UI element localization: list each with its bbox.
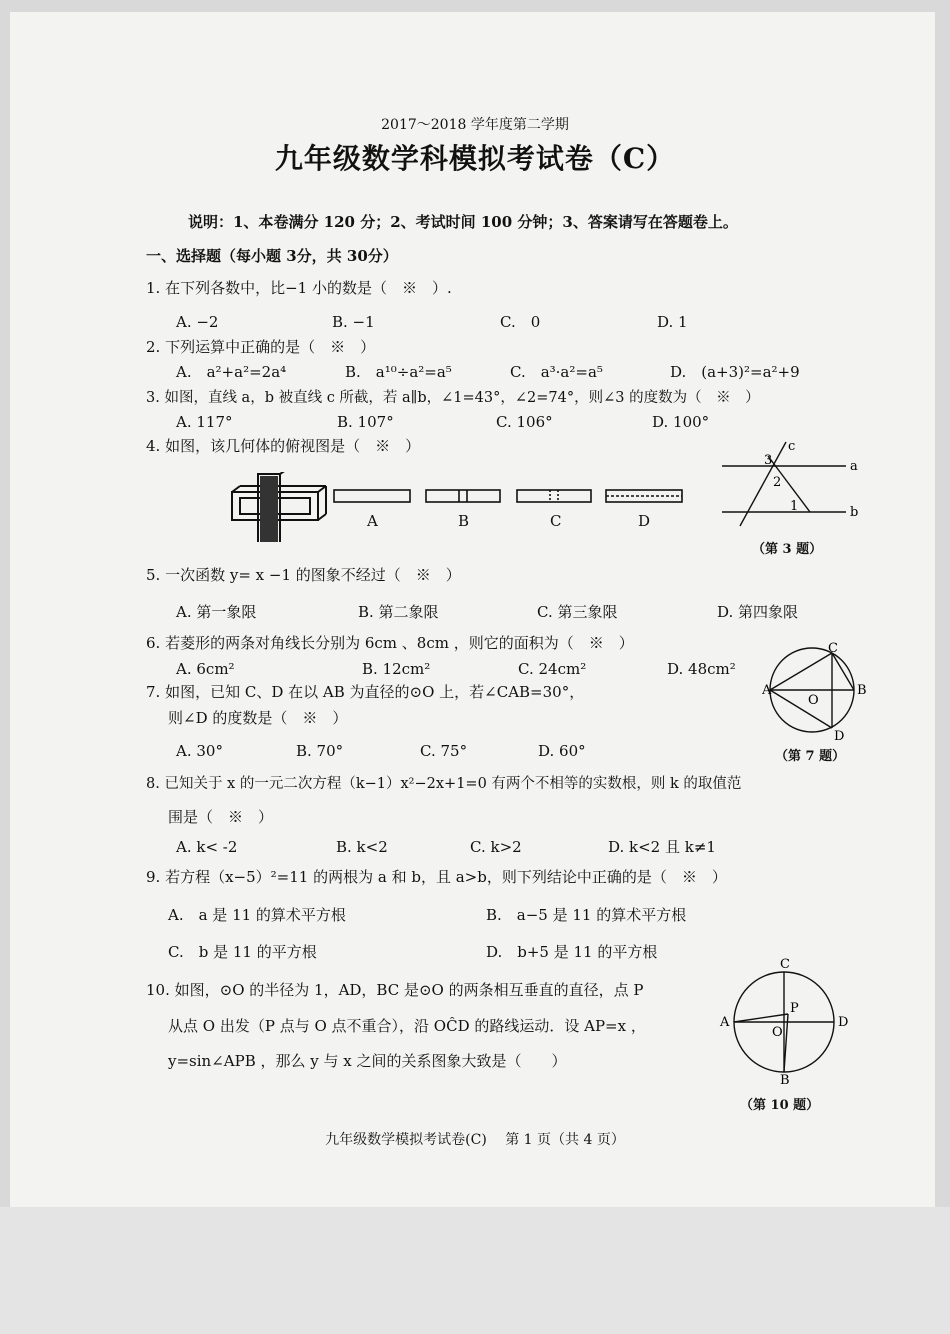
- q8-option-d: D. k<2 且 k≠1: [608, 838, 716, 856]
- fig10-label-a: A: [720, 1015, 730, 1030]
- q3-option-c: C. 106°: [496, 413, 553, 431]
- q7-stem-continued: 则∠D 的度数是（ ※ ）: [168, 709, 348, 727]
- fig3-diagram: [718, 440, 868, 530]
- q4-label-c: C: [550, 512, 562, 530]
- fig10-caption: （第 10 题）: [740, 1098, 820, 1113]
- q2-stem: 2. 下列运算中正确的是（ ※ ）: [146, 338, 376, 356]
- fig3-label-a: a: [850, 459, 858, 474]
- q7-option-d: D. 60°: [538, 742, 586, 760]
- fig10-diagram: [716, 958, 856, 1086]
- q6-option-c: C. 24cm²: [518, 660, 587, 678]
- q4-label-a: A: [367, 512, 378, 530]
- page-footer: 九年级数学模拟考试卷(C) 第 1 页（共 4 页）: [325, 1132, 625, 1148]
- q6-option-d: D. 48cm²: [667, 660, 736, 678]
- q10-stem-continued-2: y=sin∠APB ，那么 y 与 x 之间的关系图象大致是（ ）: [168, 1052, 567, 1070]
- fig3-label-2: 2: [773, 475, 782, 490]
- fig3-caption: （第 3 题）: [752, 542, 823, 557]
- fig7-label-a: A: [762, 683, 772, 698]
- q4-label-b: B: [458, 512, 470, 530]
- fig7-diagram: [762, 642, 872, 742]
- q2-option-d: D. (a+3)²=a²+9: [670, 363, 800, 381]
- q2-option-a: A. a²+a²=2a⁴: [176, 363, 287, 381]
- q3-option-d: D. 100°: [652, 413, 710, 431]
- exam-instructions: 说明：1、本卷满分 120 分；2、考试时间 100 分钟；3、答案请写在答题卷上。: [188, 213, 738, 231]
- q1-option-a: A. −2: [176, 313, 219, 331]
- q9-option-c: C. b 是 11 的平方根: [168, 943, 317, 961]
- exam-title: 九年级数学科模拟考试卷（C）: [274, 142, 676, 175]
- q4-stem: 4. 如图，该几何体的俯视图是（ ※ ）: [146, 437, 421, 455]
- q9-option-b: B. a−5 是 11 的算术平方根: [486, 906, 687, 924]
- q10-stem: 10. 如图，⊙O 的半径为 1，AD，BC 是⊙O 的两条相互垂直的直径，点 P: [146, 981, 644, 999]
- q1-stem: 1. 在下列各数中，比−1 小的数是（ ※ ）.: [146, 279, 452, 297]
- q5-option-b: B. 第二象限: [358, 603, 439, 621]
- q5-option-c: C. 第三象限: [537, 603, 618, 621]
- q3-stem: 3. 如图，直线 a，b 被直线 c 所截，若 a∥b，∠1=43°，∠2=74°，则∠3 的度数为（ ※ ）: [146, 390, 760, 406]
- q3-option-b: B. 107°: [337, 413, 394, 431]
- fig3-label-1: 1: [790, 499, 799, 514]
- q7-option-a: A. 30°: [176, 742, 223, 760]
- fig7-caption: （第 7 题）: [775, 749, 846, 764]
- exam-term: 2017～2018 学年度第二学期: [381, 117, 569, 133]
- fig10-label-p: P: [790, 1001, 799, 1016]
- q7-option-b: B. 70°: [296, 742, 344, 760]
- q8-option-a: A. k< -2: [176, 838, 238, 856]
- fig3-label-c: c: [788, 440, 796, 454]
- q1-option-c: C. 0: [500, 313, 541, 331]
- fig10-label-c: C: [780, 958, 790, 972]
- fig10-label-b: B: [780, 1073, 790, 1086]
- q9-option-d: D. b+5 是 11 的平方根: [486, 943, 658, 961]
- fig3-label-b: b: [850, 505, 859, 520]
- q4-view-d: [606, 490, 682, 502]
- q4-view-a: [334, 490, 410, 502]
- q2-option-b: B. a¹⁰÷a²=a⁵: [345, 363, 452, 381]
- fig7-label-d: D: [834, 729, 845, 742]
- q3-option-a: A. 117°: [176, 413, 233, 431]
- q6-option-a: A. 6cm²: [176, 660, 235, 678]
- q4-view-c: [517, 490, 591, 502]
- q7-option-c: C. 75°: [420, 742, 468, 760]
- q10-stem-continued: 从点 O 出发（P 点与 O 点不重合），沿 OĈD 的路线运动．设 AP=x ，: [168, 1017, 646, 1035]
- q9-option-a: A. a 是 11 的算术平方根: [168, 906, 346, 924]
- q8-stem: 8. 已知关于 x 的一元二次方程（k−1）x²−2x+1=0 有两个不相等的实数根，则 k 的取值范: [146, 776, 742, 792]
- q4-label-d: D: [638, 512, 651, 530]
- q8-option-c: C. k>2: [470, 838, 522, 856]
- fig7-label-c: C: [828, 642, 838, 656]
- q4-figure: [224, 472, 704, 542]
- scanner-margin: [0, 1207, 950, 1334]
- q2-option-c: C. a³·a²=a⁵: [510, 363, 603, 381]
- q7-stem: 7. 如图，已知 C、D 在以 AB 为直径的⊙O 上，若∠CAB=30°，: [146, 683, 585, 701]
- q9-stem: 9. 若方程（x−5）²=11 的两根为 a 和 b，且 a>b，则下列结论中正确的是（ ※ ）: [146, 868, 727, 886]
- q5-stem: 5. 一次函数 y= x −1 的图象不经过（ ※ ）: [146, 566, 461, 584]
- q5-option-a: A. 第一象限: [176, 603, 257, 621]
- fig10-label-o: O: [772, 1025, 783, 1040]
- q6-option-b: B. 12cm²: [362, 660, 431, 678]
- fig3-label-3: 3: [764, 453, 773, 468]
- fig10-label-d: D: [838, 1015, 849, 1030]
- fig7-label-b: B: [857, 683, 867, 698]
- q4-view-b: [426, 490, 500, 502]
- q1-option-b: B. −1: [332, 313, 375, 331]
- q1-option-d: D. 1: [657, 313, 688, 331]
- section-title: 一、选择题（每小题 3分，共 30分）: [146, 247, 398, 265]
- fig7-label-o: O: [808, 693, 819, 708]
- q8-stem-continued: 围是（ ※ ）: [168, 808, 274, 826]
- q8-option-b: B. k<2: [336, 838, 388, 856]
- q5-option-d: D. 第四象限: [717, 603, 799, 621]
- q6-stem: 6. 若菱形的两条对角线长分别为 6cm 、8cm ，则它的面积为（ ※ ）: [146, 634, 634, 652]
